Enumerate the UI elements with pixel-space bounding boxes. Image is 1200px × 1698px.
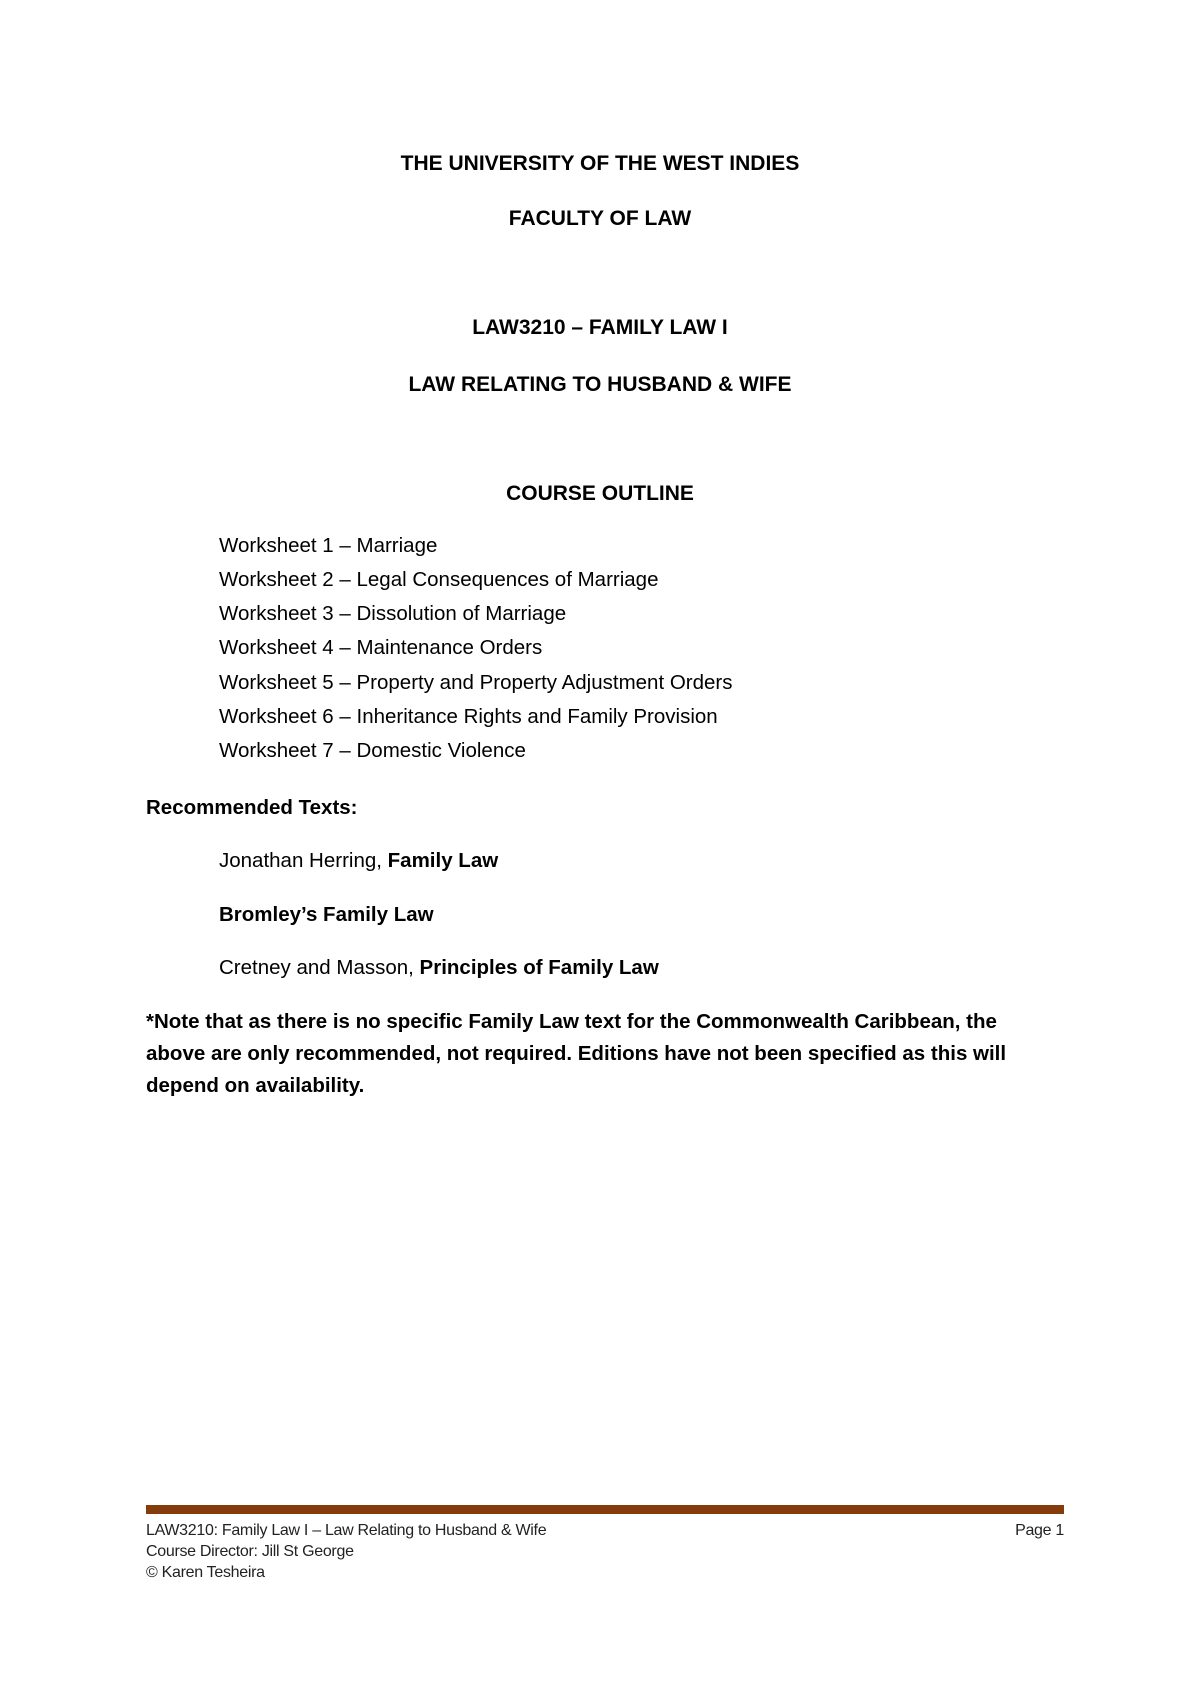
course-code: LAW3210 – FAMILY LAW I bbox=[472, 316, 728, 339]
footer-course: LAW3210: Family Law I – Law Relating to Husband & Wife bbox=[146, 1522, 547, 1539]
book-title: Family Law bbox=[387, 849, 499, 872]
university-title: THE UNIVERSITY OF THE WEST INDIES bbox=[400, 152, 800, 175]
course-title: LAW RELATING TO HUSBAND & WIFE bbox=[408, 373, 792, 396]
footer-divider bbox=[146, 1505, 1064, 1514]
recommended-text bbox=[219, 903, 434, 927]
worksheet-item: Worksheet 5 – Property and Property Adjustment Orders bbox=[219, 671, 733, 694]
author: Jonathan Herring, bbox=[219, 849, 388, 872]
note-line: above are only recommended, not required. Editions have not been specified as this will bbox=[146, 1042, 1007, 1065]
outline-heading: COURSE OUTLINE bbox=[506, 482, 694, 505]
worksheet-item: Worksheet 1 – Marriage bbox=[219, 534, 438, 557]
worksheet-item: Worksheet 3 – Dissolution of Marriage bbox=[219, 602, 567, 625]
book-title: Bromley’s Family Law bbox=[219, 903, 434, 926]
page-number: Page 1 bbox=[1015, 1522, 1064, 1539]
recommended-heading: Recommended Texts: bbox=[146, 796, 358, 819]
author: Cretney and Masson, bbox=[219, 956, 420, 979]
footer-copyright: © Karen Tesheira bbox=[146, 1564, 265, 1581]
recommended-text bbox=[219, 849, 498, 873]
worksheet-item: Worksheet 4 – Maintenance Orders bbox=[219, 636, 543, 659]
recommended-text bbox=[219, 956, 659, 980]
book-title: Principles of Family Law bbox=[419, 956, 659, 979]
faculty-title: FACULTY OF LAW bbox=[508, 207, 692, 230]
note-line: depend on availability. bbox=[146, 1074, 365, 1097]
note-line: *Note that as there is no specific Family Law text for the Commonwealth Caribbean, the bbox=[146, 1010, 997, 1033]
worksheet-item: Worksheet 2 – Legal Consequences of Marriage bbox=[219, 568, 659, 591]
worksheet-item: Worksheet 6 – Inheritance Rights and Family Provision bbox=[219, 705, 718, 728]
worksheet-item: Worksheet 7 – Domestic Violence bbox=[219, 739, 526, 762]
footer-director: Course Director: Jill St George bbox=[146, 1543, 354, 1560]
